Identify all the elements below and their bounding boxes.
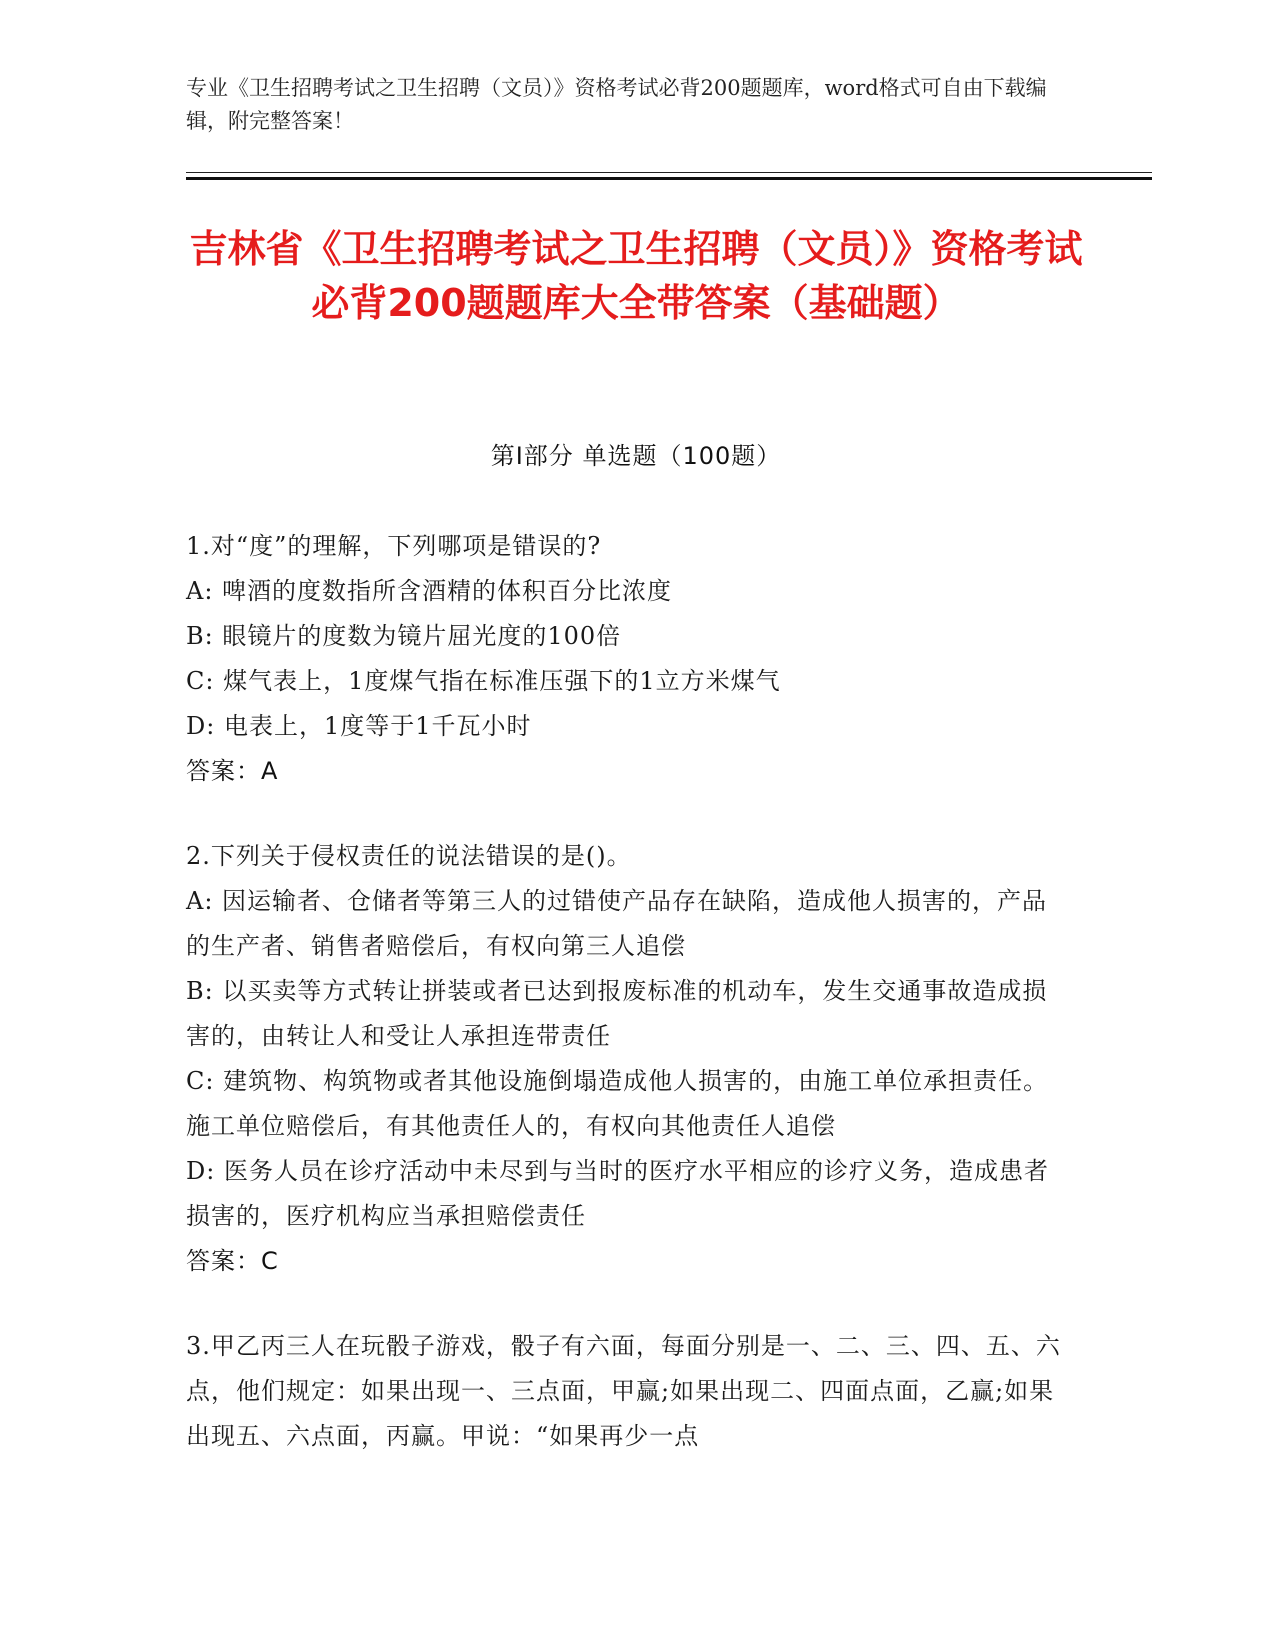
- header-rule-thick: [186, 177, 1152, 180]
- header-rule-thin: [186, 172, 1152, 173]
- document-title: 吉林省《卫生招聘考试之卫生招聘（文员）》资格考试必背200题题库大全带答案（基础题）: [189, 227, 1083, 325]
- question-1: [186, 524, 1066, 794]
- question-2: [186, 834, 1066, 1284]
- question-stem: 1.对“度”的理解，下列哪项是错误的?: [186, 532, 602, 560]
- question-3: [186, 1324, 1066, 1459]
- option-d: D: 电表上，1度等于1千瓦小时: [186, 712, 532, 740]
- option-a: A: 因运输者、仓储者等第三人的过错使产品存在缺陷，造成他人损害的，产品的生产者、销售者赔偿后，有权向第三人追偿: [186, 887, 1048, 960]
- answer-line: 答案：A: [186, 757, 279, 785]
- option-a: A: 啤酒的度数指所含酒精的体积百分比浓度: [186, 577, 673, 605]
- question-stem: 3.甲乙丙三人在玩骰子游戏，骰子有六面，每面分别是一、二、三、四、五、六点，他们规定：如果出现一、三点面，甲赢;如果出现二、四面点面，乙赢;如果出现五、六点面，丙赢。甲说：“如果再少一点: [186, 1332, 1061, 1450]
- answer-line: 答案：C: [186, 1247, 279, 1275]
- question-list: [186, 524, 1066, 1499]
- option-d: D: 医务人员在诊疗活动中未尽到与当时的医疗水平相应的诊疗义务，造成患者损害的，医疗机构应当承担赔偿责任: [186, 1157, 1049, 1230]
- option-b: B: 眼镜片的度数为镜片屈光度的100倍: [186, 622, 622, 650]
- header-note: 专业《卫生招聘考试之卫生招聘（文员）》资格考试必背200题题库，word格式可自由下载编辑，附完整答案！: [186, 76, 1047, 133]
- option-c: C: 建筑物、构筑物或者其他设施倒塌造成他人损害的，由施工单位承担责任。施工单位赔偿后，有其他责任人的，有权向其他责任人追偿: [186, 1067, 1049, 1140]
- section-heading: 第I部分 单选题（100题）: [490, 442, 782, 470]
- option-b: B: 以买卖等方式转让拼装或者已达到报废标准的机动车，发生交通事故造成损害的，由转让人和受让人承担连带责任: [186, 977, 1048, 1050]
- question-stem: 2.下列关于侵权责任的说法错误的是()。: [186, 842, 632, 870]
- option-c: C: 煤气表上，1度煤气指在标准压强下的1立方米煤气: [186, 667, 781, 695]
